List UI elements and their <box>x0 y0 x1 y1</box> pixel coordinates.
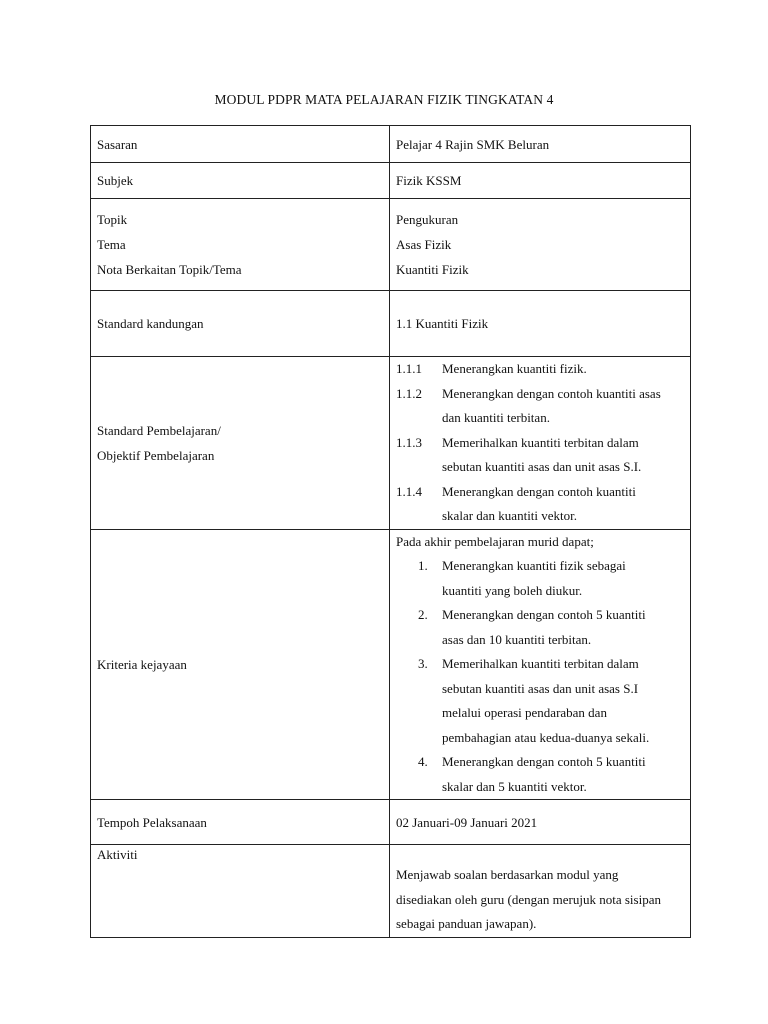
kriteria-line: pembahagian atau kedua-duanya sekali. <box>442 729 650 745</box>
objective-text <box>442 382 684 431</box>
aktiviti-line: disediakan oleh guru (dengan merujuk nota sisipan <box>396 891 661 907</box>
kriteria-item <box>396 652 684 750</box>
kriteria-item <box>396 750 684 799</box>
kriteria-line: sebutan kuantiti asas dan unit asas S.I <box>442 680 639 696</box>
objective-number: 1.1.4 <box>396 483 422 499</box>
kriteria-items-cell <box>390 529 691 800</box>
row-aktiviti <box>91 845 691 938</box>
tempoh-value: 02 Januari-09 Januari 2021 <box>390 800 691 845</box>
standard-kandungan-value: 1.1 Kuantiti Fizik <box>390 291 691 357</box>
row-standard-kandungan <box>91 291 691 357</box>
nota-label: Nota Berkaitan Topik/Tema <box>97 262 242 277</box>
aktiviti-line: Menjawab soalan berdasarkan modul yang <box>396 867 619 882</box>
kriteria-line: Menerangkan dengan contoh 5 kuantiti <box>442 607 646 622</box>
objective-number: 1.1.3 <box>396 434 422 450</box>
tema-value: Asas Fizik <box>396 237 452 252</box>
kriteria-intro: Pada akhir pembelajaran murid dapat; <box>396 533 594 549</box>
aktiviti-line: sebagai panduan jawapan). <box>396 916 537 931</box>
kriteria-item <box>396 554 684 603</box>
subjek-label: Subjek <box>91 163 390 199</box>
objective-number: 1.1.2 <box>396 385 422 401</box>
objective-line: skalar dan kuantiti vektor. <box>442 508 578 523</box>
kriteria-line: Menerangkan dengan contoh 5 kuantiti <box>442 754 646 769</box>
document-title: MODUL PDPR MATA PELAJARAN FIZIK TINGKATAN 4 <box>214 92 554 107</box>
topik-label: Topik <box>97 212 128 227</box>
aktiviti-label: Aktiviti <box>91 845 390 938</box>
topik-value: Pengukuran <box>396 212 459 227</box>
subjek-value: Fizik KSSM <box>390 163 691 199</box>
kriteria-label: Kriteria kejayaan <box>91 529 390 800</box>
topik-labels-cell <box>91 199 390 291</box>
row-kriteria-kejayaan <box>91 529 691 800</box>
kriteria-number: 1. <box>418 558 428 573</box>
objektif-pembelajaran-label: Objektif Pembelajaran <box>97 447 215 463</box>
row-sasaran <box>91 126 691 163</box>
kriteria-text <box>442 750 684 799</box>
standard-kandungan-label: Standard kandungan <box>91 291 390 357</box>
kriteria-number: 3. <box>418 656 428 671</box>
objective-number: 1.1.1 <box>396 361 422 376</box>
objective-text <box>442 431 684 480</box>
row-topik <box>91 199 691 291</box>
kriteria-number: 4. <box>418 754 428 769</box>
standard-pembelajaran-items-cell <box>390 357 691 530</box>
tempoh-label: Tempoh Pelaksanaan <box>91 800 390 845</box>
aktiviti-value-cell <box>390 845 691 938</box>
standard-pembelajaran-labels-cell <box>91 357 390 530</box>
objective-item <box>396 480 684 529</box>
objective-line: Memerihalkan kuantiti terbitan dalam <box>442 434 639 450</box>
kriteria-text <box>442 652 684 750</box>
kriteria-line: skalar dan 5 kuantiti vektor. <box>442 778 587 794</box>
kriteria-line: Memerihalkan kuantiti terbitan dalam <box>442 656 639 671</box>
sasaran-label: Sasaran <box>91 126 390 163</box>
module-table <box>90 125 691 938</box>
objective-item <box>396 431 684 480</box>
kriteria-line: asas dan 10 kuantiti terbitan. <box>442 631 592 647</box>
kriteria-item <box>396 603 684 652</box>
objective-line: sebutan kuantiti asas dan unit asas S.I. <box>442 459 642 474</box>
objective-item <box>396 382 684 431</box>
kriteria-line: melalui operasi pendaraban dan <box>442 705 607 720</box>
objective-line: Menerangkan dengan contoh kuantiti asas <box>442 385 661 401</box>
objective-line: Menerangkan dengan contoh kuantiti <box>442 483 636 499</box>
standard-pembelajaran-label: Standard Pembelajaran/ <box>97 422 221 438</box>
kriteria-text <box>442 603 684 652</box>
row-subjek <box>91 163 691 199</box>
objective-item <box>396 357 684 382</box>
kriteria-line: kuantiti yang boleh diukur. <box>442 582 583 598</box>
kriteria-line: Menerangkan kuantiti fizik sebagai <box>442 558 626 573</box>
topik-values-cell <box>390 199 691 291</box>
tema-label: Tema <box>97 237 126 252</box>
sasaran-value: Pelajar 4 Rajin SMK Beluran <box>390 126 691 163</box>
row-tempoh <box>91 800 691 845</box>
kriteria-text <box>442 554 684 603</box>
row-standard-pembelajaran <box>91 357 691 530</box>
objective-line: Menerangkan kuantiti fizik. <box>442 361 587 376</box>
objective-text <box>442 357 684 382</box>
kriteria-number: 2. <box>418 607 428 622</box>
nota-value: Kuantiti Fizik <box>396 262 469 277</box>
objective-text <box>442 480 684 529</box>
objective-line: dan kuantiti terbitan. <box>442 410 550 425</box>
